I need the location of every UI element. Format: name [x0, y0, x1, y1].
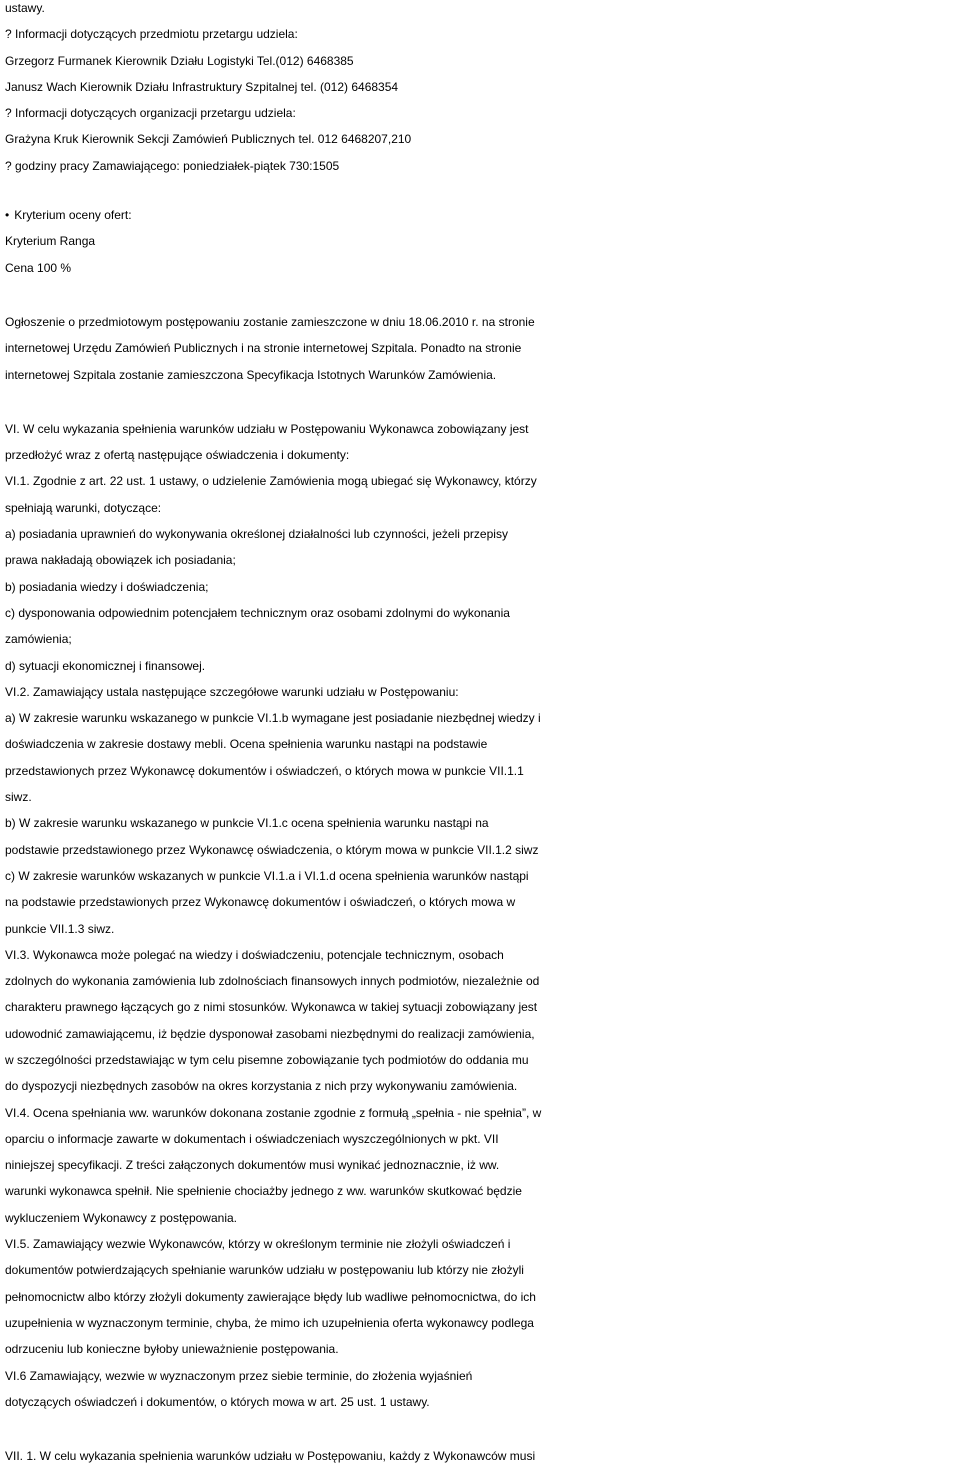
section-vii	[5, 1443, 960, 1469]
text-line: wykluczeniem Wykonawcy z postępowania.	[5, 1210, 237, 1225]
text-line: b) posiadania wiedzy i doświadczenia;	[5, 579, 209, 594]
text-line: doświadczenia w zakresie dostawy mebli. Ocena spełnienia warunku nastąpi na podstawie	[5, 737, 488, 752]
paragraph-gap	[5, 1415, 960, 1443]
text-line: pełnomocnictw albo którzy złożyli dokumenty zawierające błędy lub wadliwe pełnomocnictwa, do ich	[5, 1289, 536, 1304]
text-line: spełniają warunki, dotyczące:	[5, 500, 162, 515]
criteria-bullet-heading: • Kryterium oceny ofert:	[5, 202, 960, 228]
text-line: VI. W celu wykazania spełnienia warunków udziału w Postępowaniu Wykonawca zobowiązany jest	[5, 421, 529, 436]
text-line: VI.5. Zamawiający wezwie Wykonawców, którzy w określonym terminie nie złożyli oświadczeń i	[5, 1237, 511, 1252]
text-line: podstawie przedstawionego przez Wykonawcę oświadczenia, o którym mowa w punkcie VII.1.2 siwz	[5, 842, 539, 857]
text-line: internetowej Urzędu Zamówień Publicznych i na stronie internetowej Szpitala. Ponadto na stronie	[5, 341, 522, 356]
text-line: Grzegorz Furmanek Kierownik Działu Logistyki Tel.(012) 6468385	[5, 53, 354, 68]
text-line: uzupełnienia w wyznaczonym terminie, chyba, że mimo ich uzupełnienia oferta wykonawcy podlega	[5, 1315, 534, 1330]
text-line: do dyspozycji niezbędnych zasobów na okres korzystania z nich przy wykonywaniu zamówienia.	[5, 1079, 518, 1094]
criteria-header-row: Kryterium Ranga	[5, 234, 96, 249]
text-line: Grażyna Kruk Kierownik Sekcji Zamówień Publicznych tel. 012 6468207,210	[5, 132, 412, 147]
text-line: VI.4. Ocena spełniania ww. warunków dokonana zostanie zgodnie z formułą „spełnia - nie spełnia”, w	[5, 1105, 542, 1120]
text-line: ? Informacji dotyczących organizacji przetargu udziela:	[5, 106, 296, 121]
criteria-value-row: Cena 100 %	[5, 260, 72, 275]
document-body	[5, 0, 960, 1469]
text-line: w szczególności przedstawiając w tym celu pisemne zobowiązanie tych podmiotów do oddania mu	[5, 1052, 529, 1067]
text-line: c) W zakresie warunków wskazanych w punkcie VI.1.a i VI.1.d ocena spełnienia warunków nastąpi	[5, 868, 529, 883]
text-line: b) W zakresie warunku wskazanego w punkcie VI.1.c ocena spełnienia warunku nastąpi na	[5, 816, 489, 831]
text-line: c) dysponowania odpowiednim potencjałem technicznym oraz osobami zdolnymi do wykonania	[5, 605, 510, 620]
text-line: na podstawie przedstawionych przez Wykonawcę dokumentów i oświadczeń, o których mowa w	[5, 895, 516, 910]
text-line: siwz.	[5, 790, 32, 805]
text-line: prawa nakładają obowiązek ich posiadania;	[5, 553, 236, 568]
announcement-section	[5, 309, 960, 388]
text-line: przedstawionych przez Wykonawcę dokumentów i oświadczeń, o których mowa w punkcie VII.1.1	[5, 763, 524, 778]
text-line: Ogłoszenie o przedmiotowym postępowaniu zostanie zamieszczone w dniu 18.06.2010 r. na stronie	[5, 314, 535, 329]
section-vi	[5, 416, 960, 1415]
text-line: internetowej Szpitala zostanie zamieszczona Specyfikacja Istotnych Warunków Zamówienia.	[5, 367, 497, 382]
text-line: dotyczących oświadczeń i dokumentów, o których mowa w art. 25 ust. 1 ustawy.	[5, 1394, 430, 1409]
text-line: ? godziny pracy Zamawiającego: poniedziałek-piątek 730:1505	[5, 158, 340, 173]
text-line: a) W zakresie warunku wskazanego w punkcie VI.1.b wymagane jest posiadanie niezbędnej wiedzy i	[5, 711, 541, 726]
text-line: warunki wykonawca spełnił. Nie spełnienie chociażby jednego z ww. warunków skutkować będzie	[5, 1184, 522, 1199]
text-line: zamówienia;	[5, 632, 72, 647]
paragraph-gap	[5, 388, 960, 416]
text-line: VII. 1. W celu wykazania spełnienia warunków udziału w Postępowaniu, każdy z Wykonawców musi	[5, 1449, 536, 1464]
text-line: charakteru prawnego łączących go z nimi stosunków. Wykonawca w takiej sytuacji zobowiązany jest	[5, 1000, 538, 1015]
text-line: VI.1. Zgodnie z art. 22 ust. 1 ustawy, o udzielenie Zamówienia mogą ubiegać się Wykonawcy, którzy	[5, 474, 537, 489]
criteria-section	[5, 202, 960, 281]
text-line: ustawy.	[5, 1, 45, 15]
text-line: Janusz Wach Kierownik Działu Infrastruktury Szpitalnej tel. (012) 6468354	[5, 79, 399, 94]
text-line: dokumentów potwierdzających spełnianie warunków udziału w postępowaniu lub którzy nie złożyli	[5, 1263, 524, 1278]
text-line: zdolnych do wykonania zamówienia lub zdolnościach finansowych innych podmiotów, niezależnie od	[5, 974, 540, 989]
text-line: punkcie VII.1.3 siwz.	[5, 921, 115, 936]
paragraph-gap	[5, 281, 960, 309]
text-line: oparciu o informacje zawarte w dokumentach i oświadczeniach wyszczególnionych w pkt. VII	[5, 1131, 499, 1146]
paragraph-gap	[5, 179, 960, 202]
text-line: udowodnić zamawiającemu, iż będzie dysponował zasobami niezbędnymi do realizacji zamówienia,	[5, 1026, 535, 1041]
text-line: d) sytuacji ekonomicznej i finansowej.	[5, 658, 206, 673]
text-line: odrzuceniu lub konieczne byłoby unieważnienie postępowania.	[5, 1342, 339, 1357]
text-line: a) posiadania uprawnień do wykonywania określonej działalności lub czynności, jeżeli przepisy	[5, 527, 508, 542]
text-line: ? Informacji dotyczących przedmiotu przetargu udziela:	[5, 27, 298, 42]
text-line: niniejszej specyfikacji. Z treści załączonych dokumentów musi wynikać jednoznacznie, iż ww.	[5, 1158, 500, 1173]
text-line: VI.6 Zamawiający, wezwie w wyznaczonym przez siebie terminie, do złożenia wyjaśnień	[5, 1368, 473, 1383]
contacts-section	[5, 0, 960, 179]
text-line: VI.3. Wykonawca może polegać na wiedzy i doświadczeniu, potencjale technicznym, osobach	[5, 947, 504, 962]
text-line: przedłożyć wraz z ofertą następujące oświadczenia i dokumenty:	[5, 448, 350, 463]
text-line: VI.2. Zamawiający ustala następujące szczegółowe warunki udziału w Postępowaniu:	[5, 684, 459, 699]
